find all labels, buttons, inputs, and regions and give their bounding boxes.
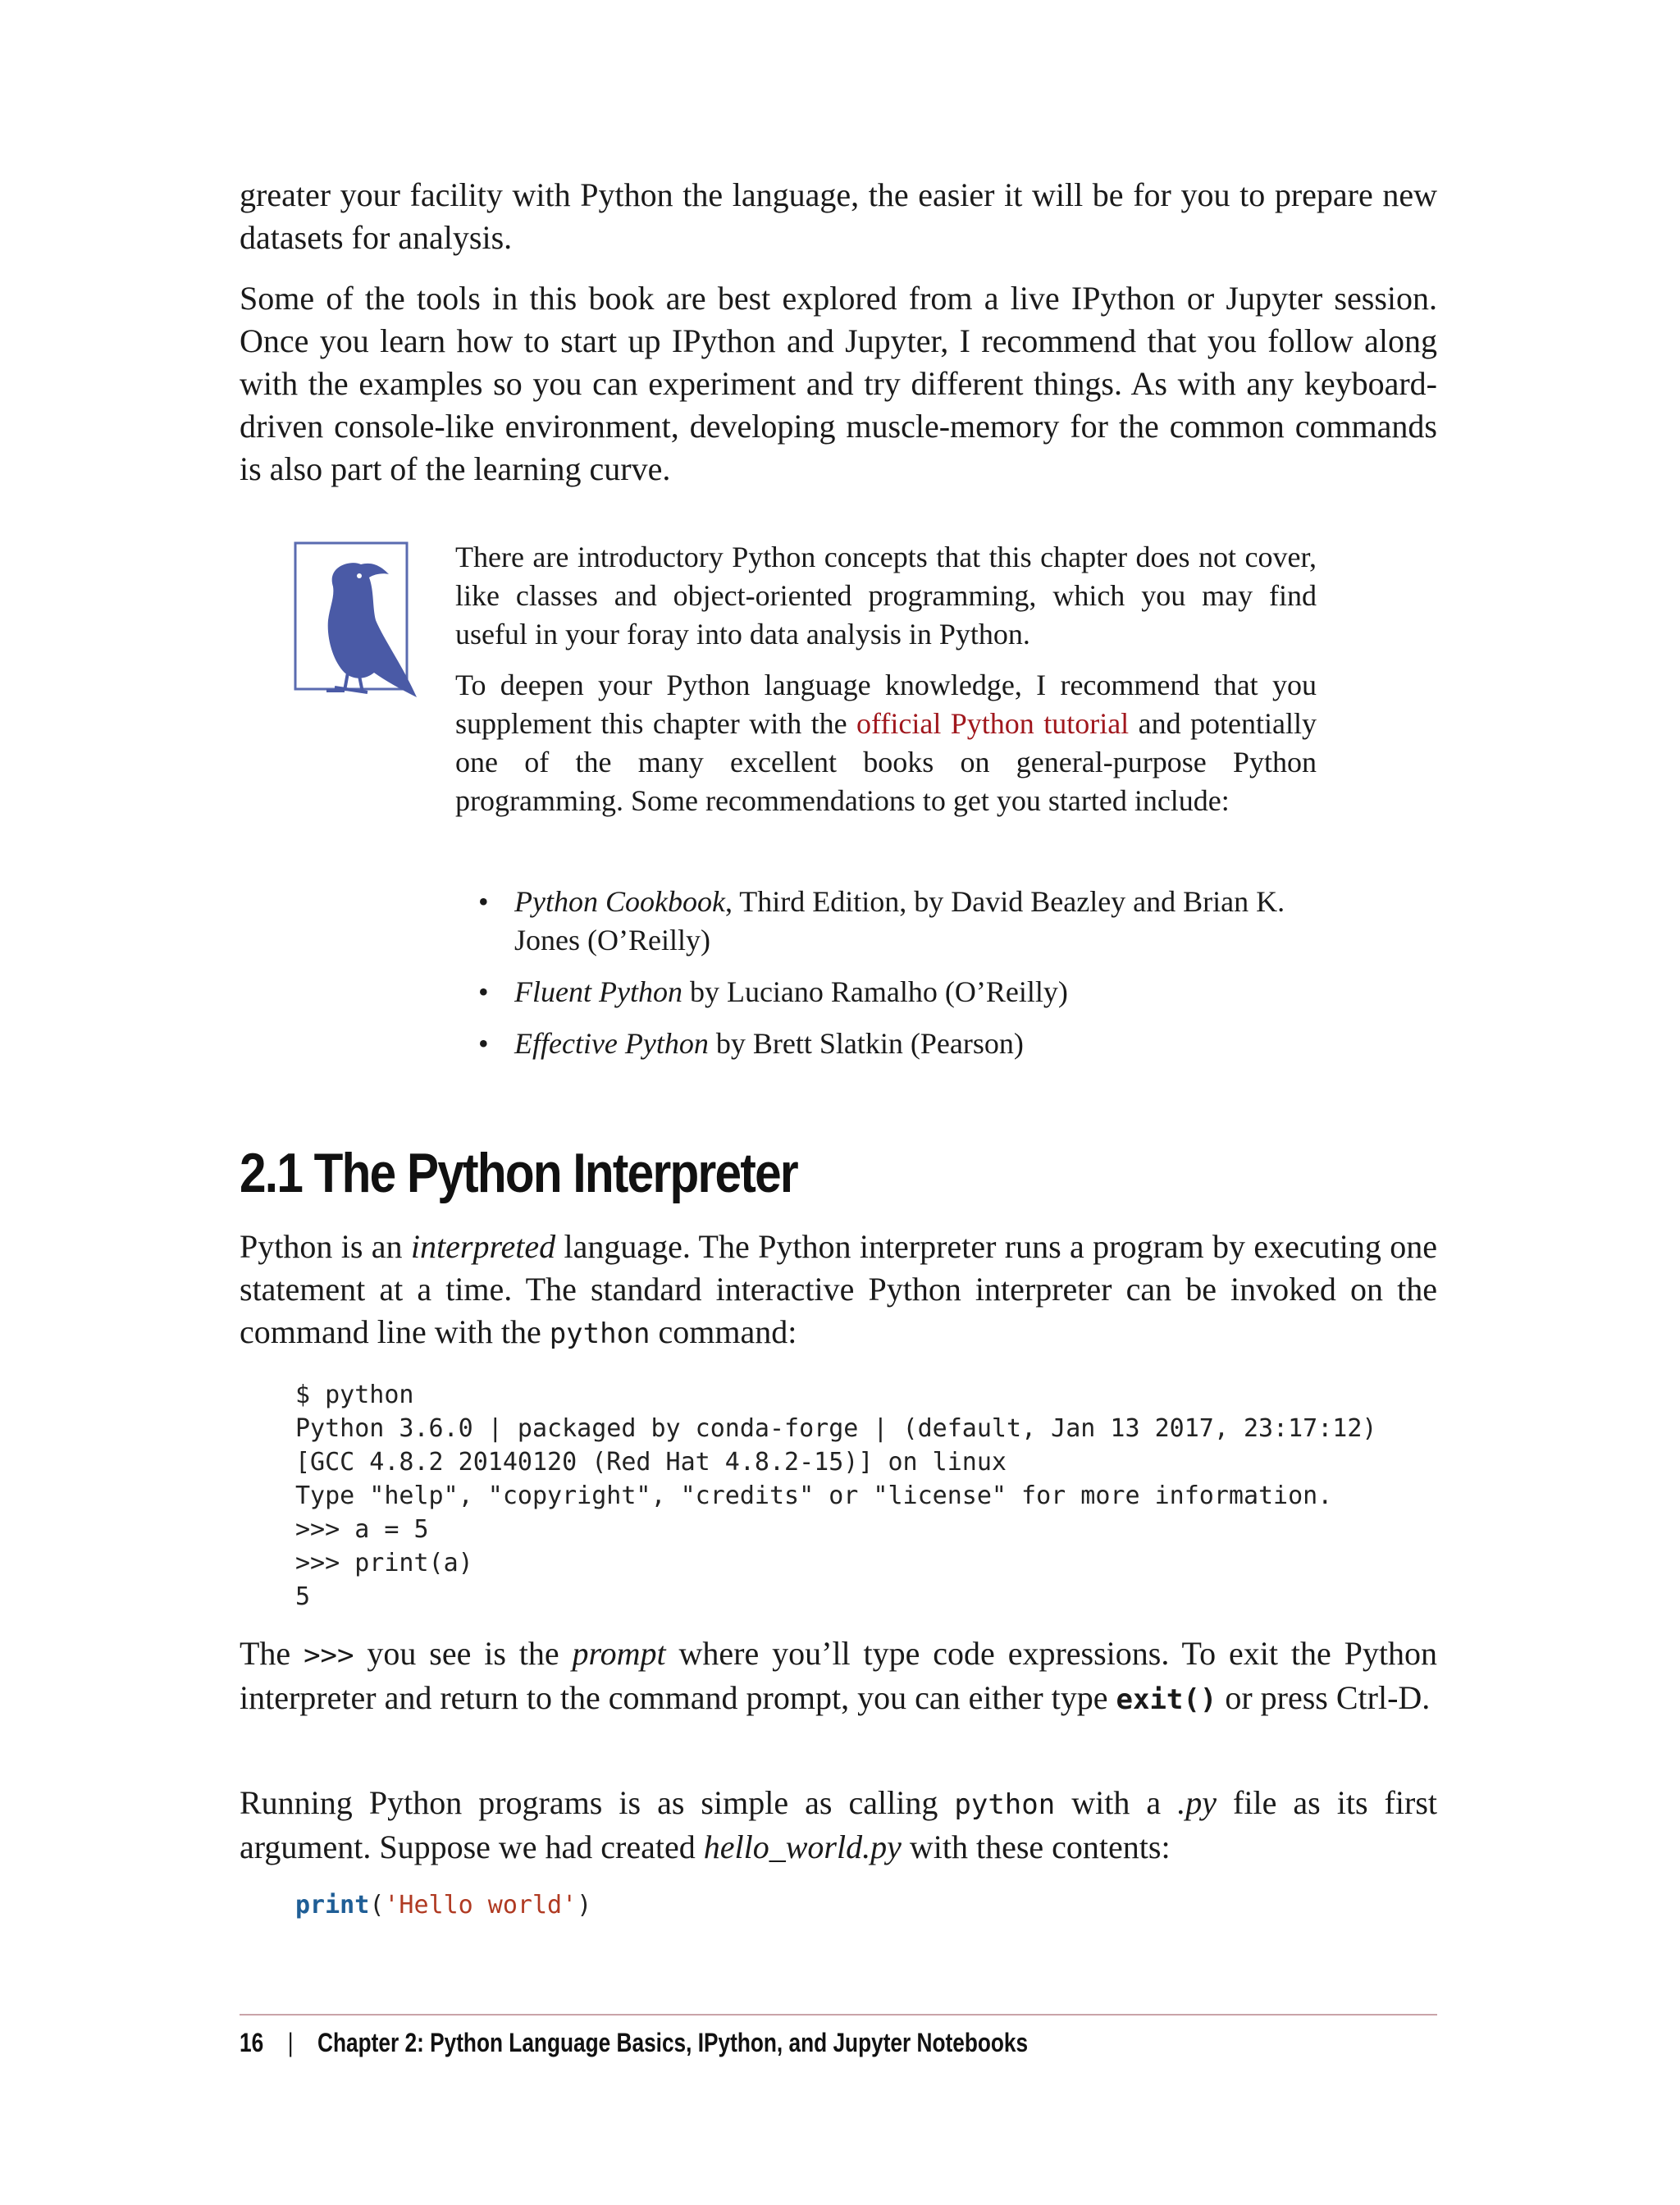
official-python-tutorial-link[interactable]: official Python tutorial [856,707,1130,740]
list-item: • Python Cookbook, Third Edition, by David Beazley and Brian K. Jones (O’Reilly) [455,883,1317,960]
page-number: 16 [240,2028,264,2057]
intro-paragraph-2: Some of the tools in this book are best explored from a live IPython or Jupyter session. Once you learn how to start up IPython and Jupyter, I recommend that you follow along with the examples so you can experiment and try different things. As with any keyboard-driven console-like environment, developing muscle-memory for the common commands is also part of the learning curve. [240,280,1437,487]
section-paragraph-2: The >>> you see is the prompt where you’ll type code expressions. To exit the Python interpreter and return to the command prompt, you can either type exit() or press Ctrl-D. [240,1635,1438,1716]
note-paragraph-1: There are introductory Python concepts that this chapter does not cover, like classes and object-oriented programming, which you may find useful in your foray into data analysis in Python. [455,541,1317,651]
section-paragraph-1: Python is an interpreted language. The Python interpreter runs a program by executing one statement at a time. The standard interactive Python interpreter can be invoked on the command line with the python command: [240,1228,1437,1350]
chapter-title: Chapter 2: Python Language Basics, IPython, and Jupyter Notebooks [317,2028,1029,2057]
footer-rule [240,2014,1437,2016]
interpreter-code-block: $ python Python 3.6.0 | packaged by conda-forge | (default, Jan 13 2017, 23:17:12) [GCC 4.8.2 20140120 (Red Hat 4.8.2-15)] on linux Type "help", "copyright", "credits" or "license" for more information. >>> a = 5 >>> print(a) 5 [295,1381,1377,1611]
list-item: • Effective Python by Brett Slatkin (Pearson) [455,1025,1317,1063]
hello-world-code-block: print('Hello world') [295,1891,592,1920]
section-paragraph-3: Running Python programs is as simple as calling python with a .py file as its first argument. Suppose we had created hello_world.py with these contents: [240,1784,1437,1865]
note-paragraph-2: To deepen your Python language knowledge, I recommend that you supplement this chapter with the official Python tutorial and potentially one of the many excellent books on general-purpose Python programming. Some recommendations to get you started include: [455,669,1317,817]
intro-paragraph-1: greater your facility with Python the language, the easier it will be for you to prepare new datasets for analysis. [240,176,1437,256]
section-heading: 2.1 The Python Interpreter [240,1142,797,1204]
page-footer [240,2025,1028,2061]
book-recommendation-list [455,883,1317,1076]
list-item: • Fluent Python by Luciano Ramalho (O’Reilly) [455,973,1317,1011]
bird-icon [294,541,425,705]
footer-separator: | [287,2028,294,2057]
